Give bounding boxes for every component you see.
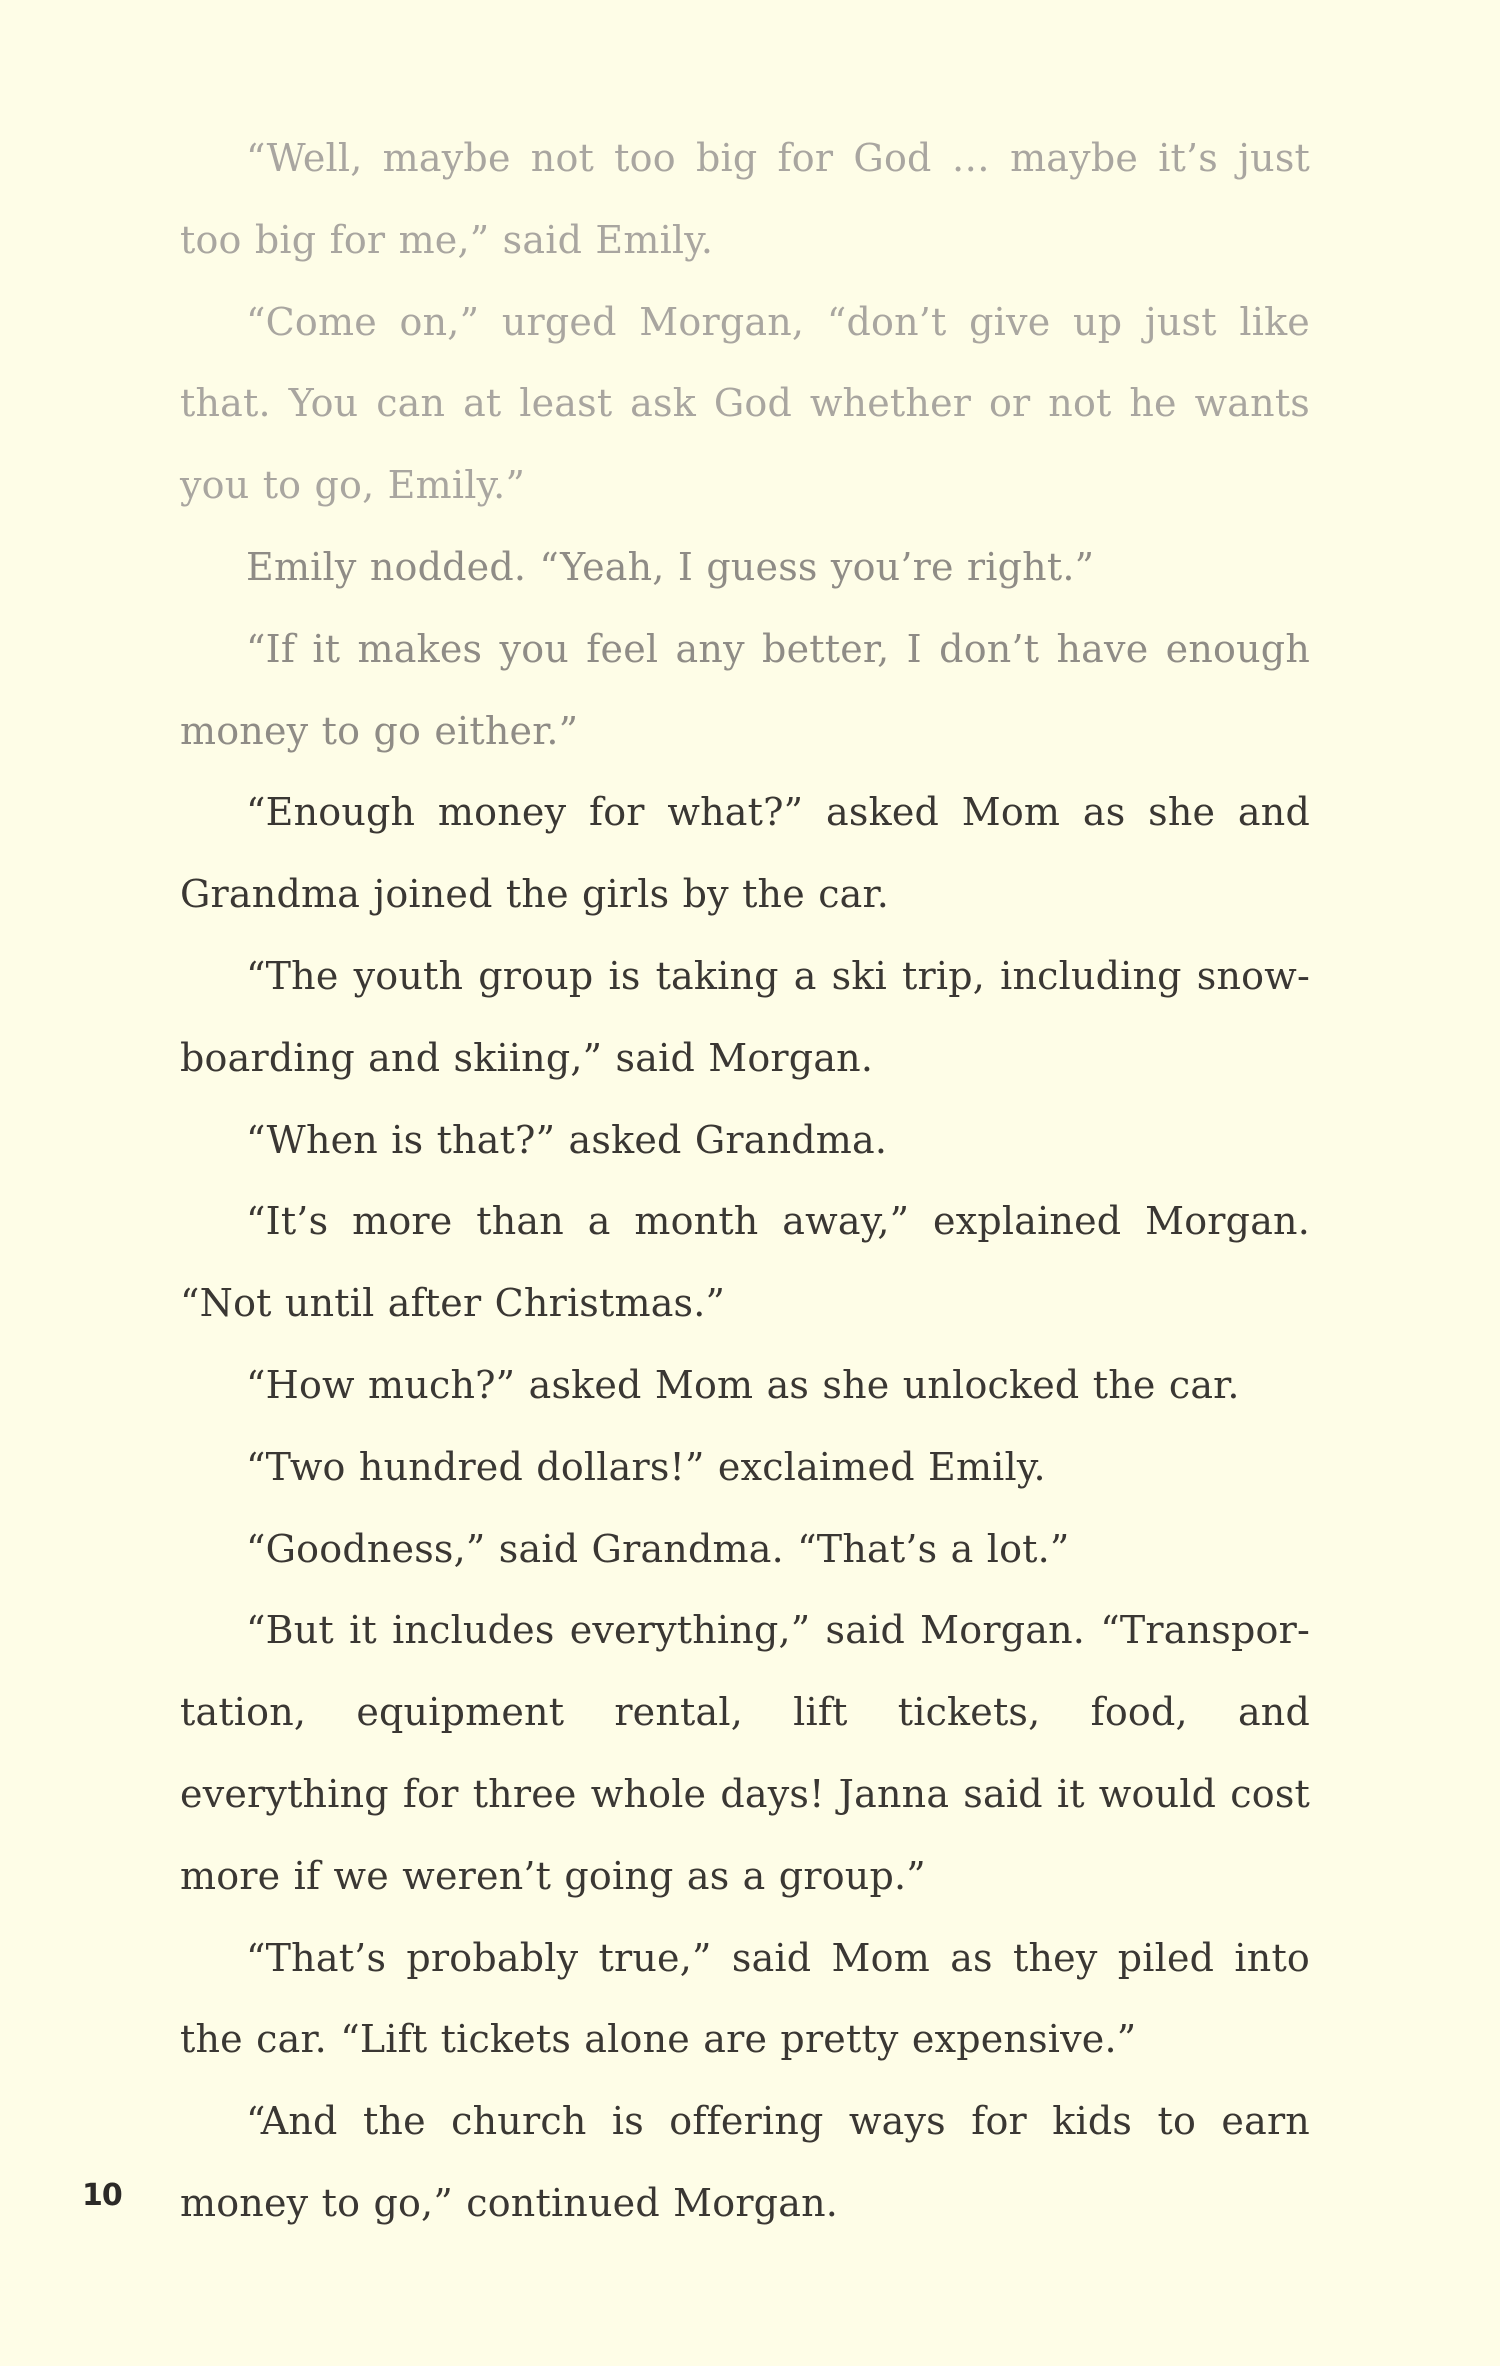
paragraph: “But it includes everything,” said Morgan. “Transpor-tation, equipment rental, lift tickets, food, and everything for three whole days! Janna said it would cost more if we weren’t going as a group.”: [180, 1608, 1310, 1898]
paragraph: “It’s more than a month away,” explained Morgan. “Not until after Christmas.”: [180, 1199, 1310, 1326]
paragraph: “How much?” asked Mom as she unlocked the car.: [246, 1362, 1240, 1407]
paragraph: “Two hundred dollars!” exclaimed Emily.: [246, 1444, 1046, 1489]
paragraph: Emily nodded. “Yeah, I guess you’re right.”: [246, 544, 1095, 589]
paragraph: “And the church is offering ways for kids to earn money to go,” continued Morgan.: [180, 2099, 1310, 2225]
paragraph: “That’s probably true,” said Mom as they piled into the car. “Lift tickets alone are pretty expensive.”: [180, 1935, 1310, 2062]
page-number: 10: [82, 2178, 122, 2213]
paragraph: “Enough money for what?” asked Mom as she and Grandma joined the girls by the car.: [180, 790, 1310, 917]
paragraph: “The youth group is taking a ski trip, including snow-boarding and skiing,” said Morgan.: [180, 953, 1310, 1080]
body-text: [180, 118, 1310, 2245]
paragraph: “Come on,” urged Morgan, “don’t give up just like that. You can at least ask God whether or not he wants you to go, Emily.”: [180, 299, 1310, 508]
paragraph: “If it makes you feel any better, I don’t have enough money to go either.”: [180, 626, 1310, 753]
paragraph: “Well, maybe not too big for God … maybe it’s just too big for me,” said Emily.: [180, 136, 1310, 262]
paragraph: “Goodness,” said Grandma. “That’s a lot.”: [246, 1526, 1070, 1571]
paragraph: “When is that?” asked Grandma.: [246, 1117, 888, 1162]
